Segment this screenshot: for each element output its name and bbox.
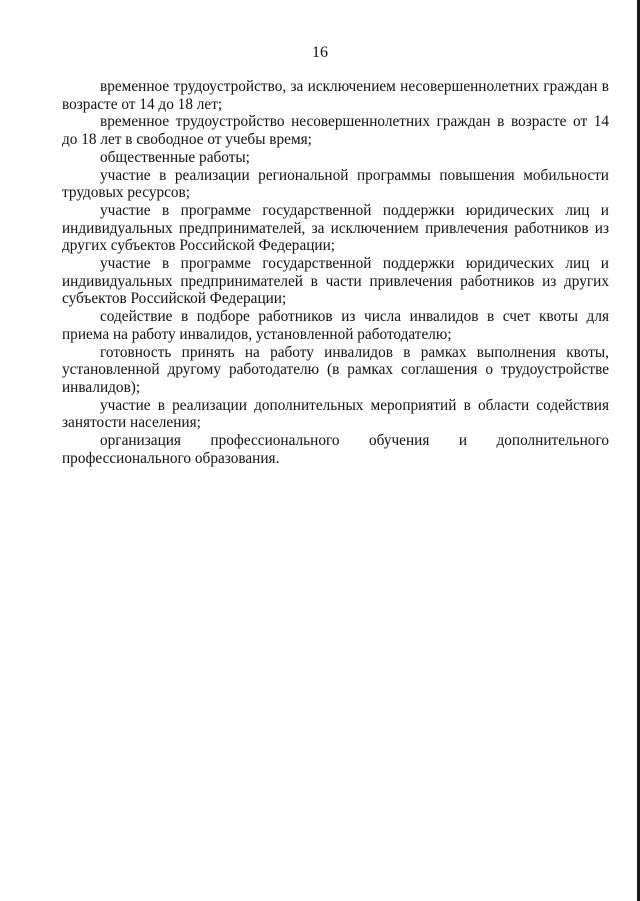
list-item: организация профессионального обучения и дополнительного профессионального образования. — [62, 432, 609, 467]
document-body — [62, 78, 609, 467]
list-item: содействие в подборе работников из числа инвалидов в счет квоты для приема на работу инвалидов, установленной работодателю; — [62, 308, 609, 343]
list-item: временное трудоустройство, за исключением несовершеннолетних граждан в возрасте от 14 до 18 лет; — [62, 78, 609, 113]
list-item: участие в реализации региональной программы повышения мобильности трудовых ресурсов; — [62, 166, 609, 202]
list-item: временное трудоустройство несовершеннолетних граждан в возрасте от 14 до 18 лет в свободное от учебы время; — [62, 113, 609, 149]
list-item: участие в программе государственной поддержки юридических лиц и индивидуальных предпринимателей, за исключением привлечения работников из других субъектов Российской Федерации; — [62, 201, 609, 255]
list-item: общественные работы; — [100, 148, 250, 166]
list-item: готовность принять на работу инвалидов в рамках выполнения квоты, установленной другому работодателю (в рамках соглашения о трудоустройстве инвалидов); — [62, 343, 609, 396]
list-item: участие в программе государственной поддержки юридических лиц и индивидуальных предпринимателей в части привлечения работников из других субъектов Российской Федерации; — [62, 255, 609, 308]
page-number: 16 — [312, 44, 328, 61]
list-item: участие в реализации дополнительных мероприятий в области содействия занятости населения; — [62, 396, 609, 432]
